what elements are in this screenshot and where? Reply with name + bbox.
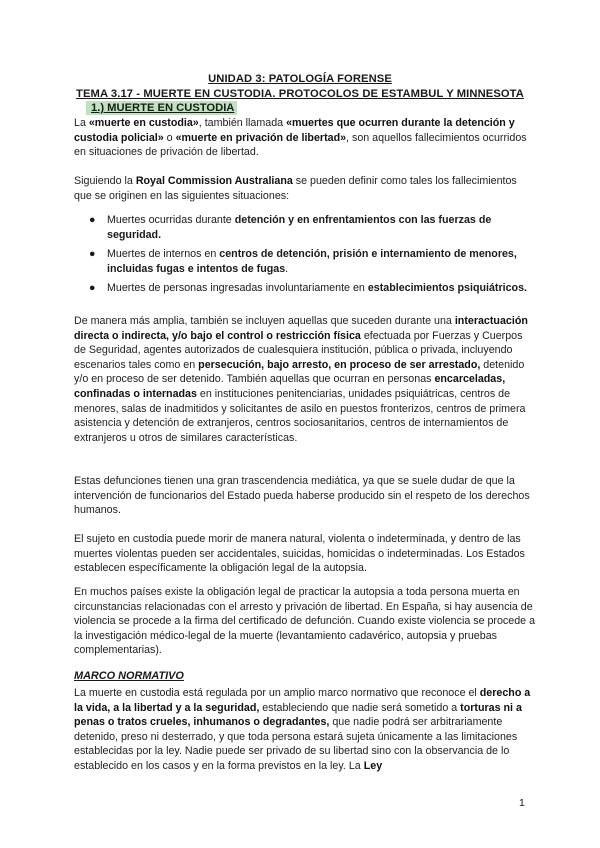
topic-title: TEMA 3.17 - MUERTE EN CUSTODIA. PROTOCOLOS DE ESTAMBUL Y MINNESOTA [76,88,524,100]
paragraph-royal-commission: Siguiendo la Royal Commission Australiana se pueden definir como tales los fallecimientos que se originen en las siguientes situaciones: [74,175,517,202]
paragraph-manner-of-death: El sujeto en custodia puede morir de manera natural, violenta o indeterminada, y dentro de las muertes violentas pueden ser accidentales, suicidas, homicidas o indeterminadas. Los Estados establecen específicamente la obligación legal de la autopsia. [74,533,525,575]
list-item: ● Muertes de internos en centros de detención, prisión e internamiento de menores, incluidas fugas e intentos de fugas. [89,248,517,275]
situations-list [74,213,544,301]
paragraph-autopsy: En muchos países existe la obligación legal de practicar la autopsia a toda persona muerta en circunstancias relacionadas con el arresto y privación de libertad. En España, si hay ausencia de violencia se procede a la firma del certificado de defunción. Cuando existe violencia se procede a la investigación médico-legal de la muerte (levantamiento cadavérico, autopsia y pruebas complementarias). [74,586,536,657]
subheading-marco-normativo: MARCO NORMATIVO [74,670,184,682]
paragraph-definition: La «muerte en custodia», también llamada «muertes que ocurren durante la detención y custodia policial» o «muerte en privación de libertad», son aquellos fallecimientos ocurridos en situaciones de privación de libertad. [74,117,527,159]
unit-title: UNIDAD 3: PATOLOGÍA FORENSE [208,73,392,85]
paragraph-broad-definition: De manera más amplia, también se incluyen aquellas que suceden durante una interactuación directa o indirecta, y/o bajo el control o restricción física efectuada por Fuerzas y Cuerpos de Seguridad, agentes autorizados de cualesquiera institución, pública o privada, incluyendo escenarios tales como en persecución, bajo arresto, en proceso de ser arrestado, detenido y/o en proceso de ser detenido. También aquellas que ocurran en personas encarceladas, confinadas o internadas en instituciones penitenciarias, unidades psiquiátricas, centros de menores, salas de inadmitidos y solicitantes de asilo en puestos fronterizos, centros de primera asistencia y detención de extranjeros, centros sociosanitarios, centros de internamientos de extranjeros u otros de similares características. [74,315,528,444]
paragraph-legal-framework: La muerte en custodia está regulada por un amplio marco normativo que reconoce el derecho a la vida, a la libertad y a la seguridad, estableciendo que nadie será sometido a torturas ni a penas o tratos crueles, inhumanos o degradantes, que nadie podrá ser arbitrariamente detenido, preso ni desterrado, y que toda persona estará sujeta únicamente a las limitaciones establecidas por la ley. Nadie puede ser privado de su libertad sino con la observancia de lo establecido en los casos y en la forma previstos en la ley. La Ley [74,687,531,772]
section-heading: 1.) MUERTE EN CUSTODIA [86,101,237,115]
paragraph-media: Estas defunciones tienen una gran trascendencia mediática, ya que se suele dudar de que la intervención de funcionarios del Estado pueda haberse producido sin el respeto de los derechos humanos. [74,475,530,517]
list-item: ● Muertes ocurridas durante detención y en enfrentamientos con las fuerzas de seguridad. [89,214,492,241]
list-item: ● Muertes de personas ingresadas involuntariamente en establecimientos psiquiátricos. [89,282,527,295]
bullet-icon: ● [89,282,96,295]
bullet-icon: ● [89,248,96,261]
page-number: 1 [519,797,525,809]
bullet-icon: ● [89,214,96,226]
